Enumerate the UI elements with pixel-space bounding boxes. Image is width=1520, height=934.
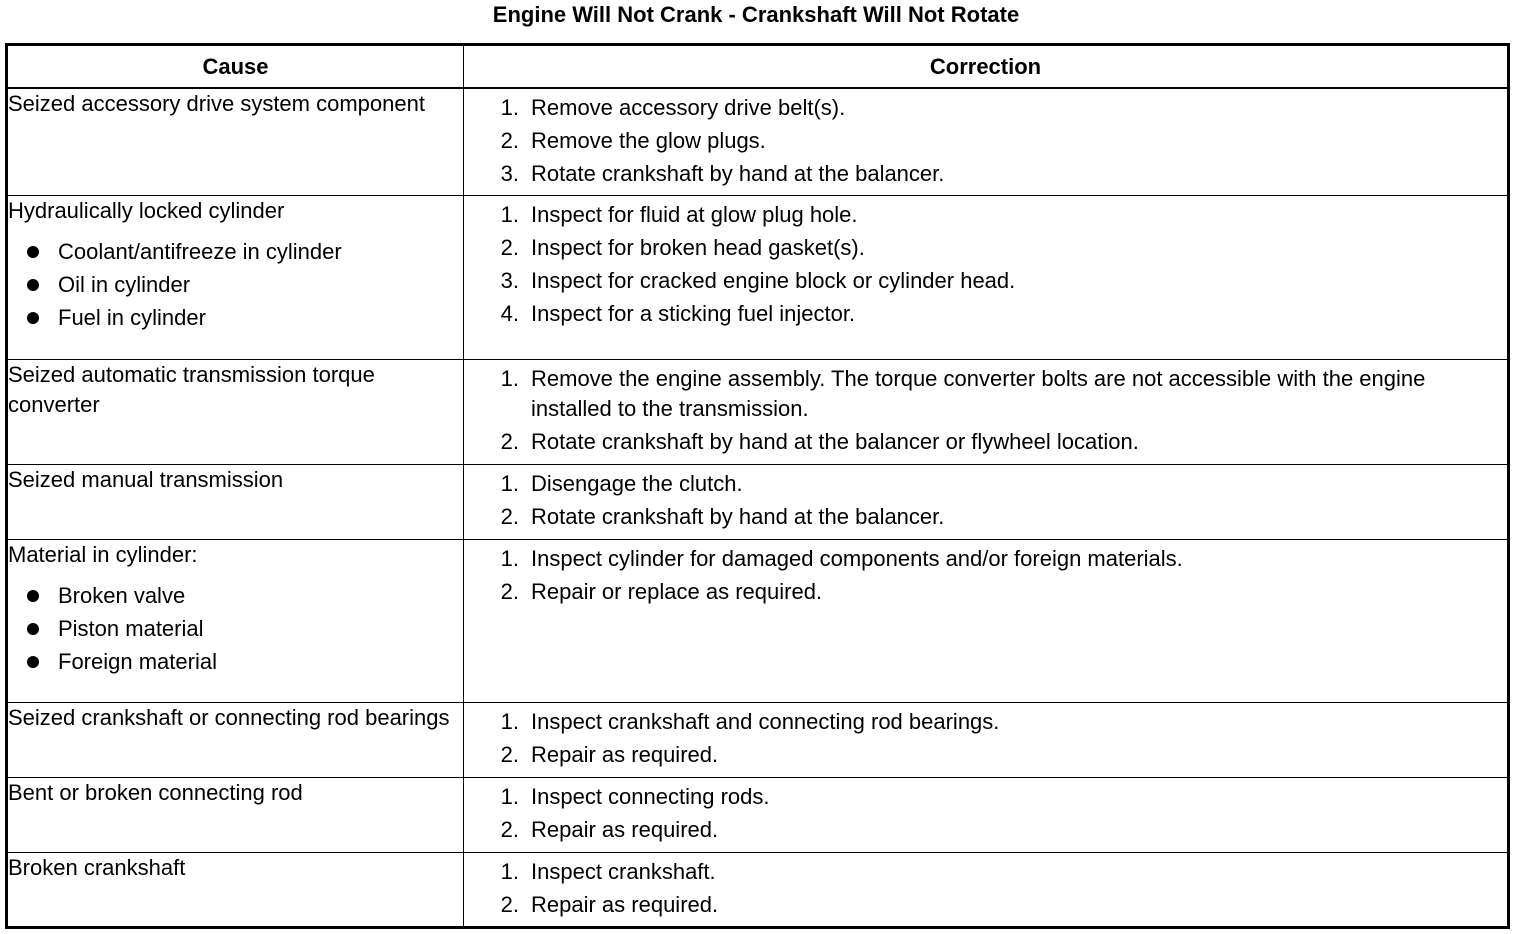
table-row [7, 777, 1509, 852]
step-number: 2. [500, 816, 519, 842]
step-number: 2. [500, 891, 519, 917]
step-text: Inspect for broken head gasket(s). [531, 234, 865, 260]
table-row [7, 852, 1509, 927]
correction-step-list [464, 360, 1507, 462]
step-number: 1. [500, 470, 519, 496]
step-number: 1. [500, 708, 519, 734]
cause-text: Seized automatic transmission torque converter [8, 361, 375, 417]
step-number: 1. [500, 545, 519, 571]
table-row [7, 359, 1509, 464]
step-number: 2. [500, 234, 519, 260]
step-number: 1. [500, 95, 519, 120]
cause-text: Bent or broken connecting rod [8, 779, 303, 805]
cause-bullet-item: Coolant/antifreeze in cylinder [8, 235, 463, 268]
step-text: Inspect for fluid at glow plug hole. [531, 201, 858, 227]
table-row [7, 88, 1509, 195]
cause-cell [7, 464, 464, 539]
step-number: 2. [500, 428, 519, 454]
step-text: Rotate crankshaft by hand at the balancer. [531, 503, 945, 529]
table-header-row [7, 45, 1509, 89]
step-number: 2. [500, 578, 519, 604]
step-text: Inspect for a sticking fuel injector. [531, 300, 856, 326]
correction-step [464, 159, 1497, 189]
correction-step-list [464, 465, 1507, 537]
step-number: 2. [500, 741, 519, 767]
correction-step [464, 502, 1497, 532]
column-header-cause: Cause [7, 45, 464, 89]
cause-bullet-item: Piston material [8, 612, 463, 645]
step-number: 1. [500, 365, 519, 391]
step-text: Rotate crankshaft by hand at the balancer. [531, 161, 945, 186]
step-number: 3. [500, 161, 519, 186]
step-text: Inspect connecting rods. [531, 783, 770, 809]
step-number: 4. [500, 300, 519, 326]
step-text: Inspect crankshaft. [531, 858, 716, 884]
correction-step-list [464, 778, 1507, 850]
table-body [7, 88, 1509, 927]
step-number: 2. [500, 128, 519, 153]
correction-cell [464, 464, 1509, 539]
cause-bullet-item: Foreign material [8, 645, 463, 678]
cause-text: Seized accessory drive system component [8, 91, 425, 116]
cause-text: Material in cylinder: [8, 541, 198, 567]
correction-cell [464, 195, 1509, 359]
correction-step [464, 707, 1497, 737]
correction-cell [464, 359, 1509, 464]
step-text: Repair as required. [531, 816, 719, 842]
step-number: 2. [500, 503, 519, 529]
page-title: Engine Will Not Crank - Crankshaft Will Not Rotate [492, 2, 1020, 27]
column-header-correction: Correction [464, 45, 1509, 89]
correction-step [464, 740, 1497, 770]
cause-cell [7, 539, 464, 702]
cause-cell [7, 195, 464, 359]
step-text: Repair as required. [531, 741, 719, 767]
correction-step [464, 126, 1497, 156]
cause-bullet-item: Oil in cylinder [8, 268, 463, 301]
cause-text: Seized crankshaft or connecting rod bearings [8, 704, 450, 730]
cause-text: Seized manual transmission [8, 466, 284, 492]
correction-cell [464, 539, 1509, 702]
step-number: 1. [500, 858, 519, 884]
correction-step [464, 890, 1497, 920]
correction-cell [464, 777, 1509, 852]
correction-step [464, 577, 1497, 607]
correction-step-list [464, 540, 1507, 612]
step-text: Disengage the clutch. [531, 470, 743, 496]
cause-cell [7, 777, 464, 852]
correction-step-list [464, 853, 1507, 925]
step-number: 1. [500, 201, 519, 227]
correction-step [464, 364, 1497, 424]
table-row [7, 702, 1509, 777]
step-text: Inspect for cracked engine block or cylinder head. [531, 267, 1016, 293]
correction-step-list [464, 196, 1507, 334]
cause-bullet-list [8, 235, 463, 334]
correction-step [464, 544, 1497, 574]
step-text: Remove accessory drive belt(s). [531, 95, 846, 120]
cause-cell [7, 702, 464, 777]
cause-text: Broken crankshaft [8, 854, 186, 880]
correction-cell [464, 702, 1509, 777]
correction-step [464, 782, 1497, 812]
correction-step [464, 200, 1497, 230]
step-number: 1. [500, 783, 519, 809]
step-text: Inspect crankshaft and connecting rod bearings. [531, 708, 1000, 734]
correction-step [464, 266, 1497, 296]
correction-step [464, 233, 1497, 263]
step-text: Inspect cylinder for damaged components and/or foreign materials. [531, 545, 1183, 571]
correction-step [464, 93, 1497, 123]
cause-bullet-item: Broken valve [8, 579, 463, 612]
table-row [7, 539, 1509, 702]
cause-cell [7, 359, 464, 464]
table-row [7, 195, 1509, 359]
correction-step [464, 427, 1497, 457]
correction-step [464, 815, 1497, 845]
correction-cell [464, 852, 1509, 927]
table-row [7, 464, 1509, 539]
step-text: Remove the engine assembly. The torque converter bolts are not accessible with the engine installed to the transmission. [531, 365, 1426, 421]
cause-cell [7, 88, 464, 195]
cause-bullet-item: Fuel in cylinder [8, 301, 463, 334]
correction-step-list [464, 89, 1507, 194]
correction-step [464, 857, 1497, 887]
correction-cell [464, 88, 1509, 195]
cause-bullet-list [8, 579, 463, 678]
step-text: Rotate crankshaft by hand at the balancer or flywheel location. [531, 428, 1139, 454]
correction-step [464, 299, 1497, 329]
diagnostic-table [5, 43, 1510, 929]
cause-cell [7, 852, 464, 927]
cause-text: Hydraulically locked cylinder [8, 197, 285, 223]
step-number: 3. [500, 267, 519, 293]
step-text: Repair as required. [531, 891, 719, 917]
correction-step [464, 469, 1497, 499]
correction-step-list [464, 703, 1507, 775]
step-text: Remove the glow plugs. [531, 128, 766, 153]
step-text: Repair or replace as required. [531, 578, 823, 604]
